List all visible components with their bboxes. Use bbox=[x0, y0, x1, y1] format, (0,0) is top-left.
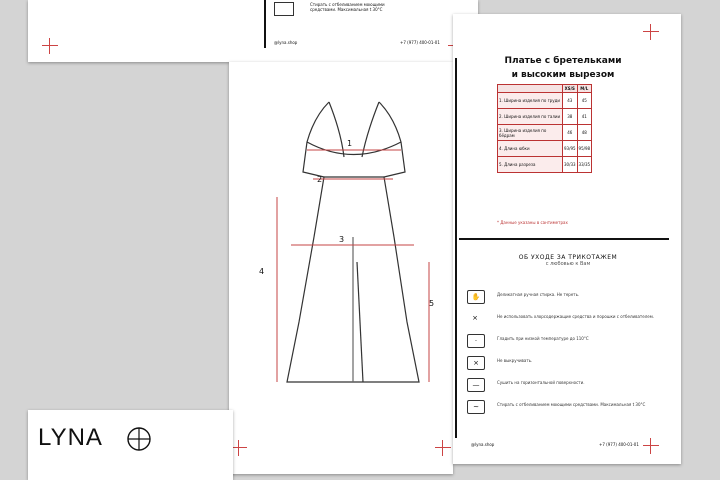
care-subtitle: с любовью к Вам bbox=[545, 261, 591, 267]
size-table-cell: 38 bbox=[563, 109, 578, 125]
size-table-header: XS/S bbox=[563, 85, 578, 93]
size-table-header: M/L bbox=[577, 85, 592, 93]
measure-label-2: 2 bbox=[317, 175, 323, 184]
dress-sketch bbox=[229, 62, 453, 474]
social-handle: @lyna.shop bbox=[471, 442, 495, 447]
measure-label-1: 1 bbox=[347, 139, 353, 148]
size-table-header bbox=[498, 85, 563, 93]
brand-card bbox=[28, 410, 233, 480]
care-item: · Гладить при низкой температуре до 110°C bbox=[467, 334, 667, 348]
measure-label-5: 5 bbox=[429, 299, 435, 308]
size-table-row-label: 5. Длина разреза bbox=[498, 157, 563, 173]
size-table-cell: 30/33 bbox=[563, 157, 578, 173]
size-table-cell: 45 bbox=[577, 93, 592, 109]
care-item: ⨯ Не выкручивать. bbox=[467, 356, 667, 370]
size-table-cell: 33/35 bbox=[577, 157, 592, 173]
iron-icon: · bbox=[467, 334, 485, 348]
size-table-row-label: 2. Ширина изделия по талии bbox=[498, 109, 563, 125]
care-item: — Сушить на горизонтальной поверхности. bbox=[467, 378, 667, 392]
phone-number: +7 (977) 400-01-01 bbox=[400, 40, 440, 45]
crop-mark bbox=[643, 24, 659, 40]
wash-30-icon: ~ bbox=[467, 400, 485, 414]
product-title: Платье с бретельками bbox=[504, 56, 622, 66]
size-table-cell: 95/98 bbox=[577, 141, 592, 157]
care-text: Стирать с отбеливанием моющими средствами. Максимальная t 30°C bbox=[310, 2, 385, 12]
phone-number: +7 (977) 400-01-01 bbox=[599, 442, 639, 447]
size-table-row-label: 4. Длина юбки bbox=[498, 141, 563, 157]
social-handle: @lyna.shop bbox=[274, 40, 298, 45]
measure-label-4: 4 bbox=[259, 267, 265, 276]
divider bbox=[455, 58, 457, 438]
care-title: ОБ УХОДЕ ЗА ТРИКОТАЖЕМ bbox=[518, 254, 618, 261]
size-table-row-label: 3. Ширина изделия по бёдрам bbox=[498, 125, 563, 141]
brand-logo: LYNA bbox=[38, 424, 103, 451]
hand-wash-icon: ✋ bbox=[467, 290, 485, 304]
size-table-cell: 93/95 bbox=[563, 141, 578, 157]
no-bleach-icon: ⨯ bbox=[472, 314, 478, 322]
divider bbox=[264, 0, 266, 48]
no-tumble-dry-icon: ⨯ bbox=[467, 356, 485, 370]
divider bbox=[459, 238, 669, 240]
crop-mark bbox=[42, 38, 58, 54]
measure-label-3: 3 bbox=[339, 235, 345, 244]
care-item: ✋ Деликатная ручная стирка. Не тереть. bbox=[467, 290, 667, 304]
size-table-cell: 41 bbox=[577, 109, 592, 125]
wash-30-icon bbox=[274, 2, 294, 16]
care-card-top bbox=[28, 0, 478, 62]
crop-mark bbox=[643, 438, 659, 454]
brand-mark-icon bbox=[124, 424, 154, 454]
care-item: ⨯ Не использовать хлорсодержащие средства и порошки с отбеливателем. bbox=[467, 312, 667, 326]
measurement-sketch-card bbox=[229, 62, 453, 474]
dry-flat-icon: — bbox=[467, 378, 485, 392]
size-table-cell: 43 bbox=[563, 93, 578, 109]
size-and-care-card bbox=[453, 14, 681, 464]
size-table-cell: 46 bbox=[563, 125, 578, 141]
size-table-row-label: 1. Ширина изделия по груди bbox=[498, 93, 563, 109]
size-note: * Данные указаны в сантиметрах bbox=[497, 220, 568, 225]
size-table bbox=[497, 84, 592, 173]
product-subtitle: и высоким вырезом bbox=[511, 70, 615, 80]
care-item: ~ Стирать с отбеливанием моющими средствами. Максимальная t 30°C bbox=[467, 400, 667, 414]
size-table-cell: 48 bbox=[577, 125, 592, 141]
